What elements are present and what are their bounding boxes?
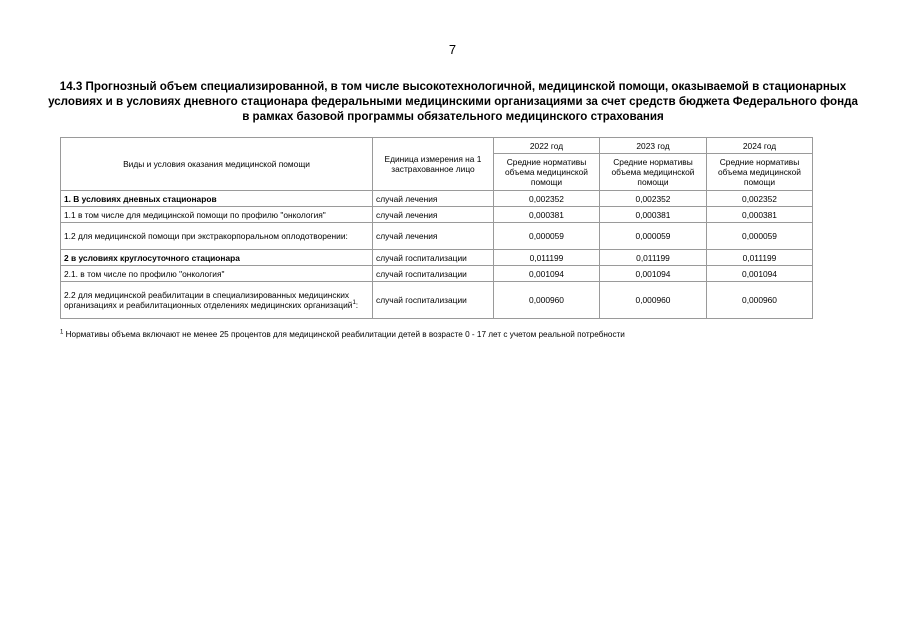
row-value-2022: 0,000381 <box>494 207 600 223</box>
table-row <box>61 250 813 266</box>
row-value-2022: 0,002352 <box>494 191 600 207</box>
table-row <box>61 191 813 207</box>
row-value-2024: 0,000381 <box>707 207 813 223</box>
column-header-unit: Единица измерения на 1 застрахованное лицо <box>373 138 494 191</box>
footnote-text: Нормативы объема включают не менее 25 процентов для медицинской реабилитации детей в возрасте 0 - 17 лет с учетом реальной потребности <box>63 330 625 339</box>
section-title: 14.3 Прогнозный объем специализированной, в том числе высокотехнологичной, медицинской помощи, оказываемой в стационарных условиях и в условиях дневного стационара федеральными медицинскими организациями за счет средств бюджета Федерального фонда в рамках базовой программы обязательного медицинского страхования <box>48 80 858 123</box>
row-value-2024: 0,002352 <box>707 191 813 207</box>
page-number: 7 <box>448 42 457 57</box>
row-value-2023: 0,000059 <box>600 223 707 250</box>
norms-table <box>60 137 813 319</box>
table-row <box>61 266 813 282</box>
row-value-2022: 0,000059 <box>494 223 600 250</box>
row-label <box>61 282 373 319</box>
row-value-2023: 0,000960 <box>600 282 707 319</box>
column-subheader-2023: Средние нормативы объема медицинской помощи <box>600 154 707 191</box>
footnote <box>60 330 860 340</box>
footnote-mark: 1 <box>60 329 64 336</box>
row-label: 1.2 для медицинской помощи при экстракорпоральном оплодотворении: <box>61 223 373 250</box>
row-unit: случай лечения <box>373 207 494 223</box>
row-unit: случай лечения <box>373 191 494 207</box>
row-value-2024: 0,000059 <box>707 223 813 250</box>
row-value-2023: 0,001094 <box>600 266 707 282</box>
column-subheader-2024: Средние нормативы объема медицинской помощи <box>707 154 813 191</box>
row-value-2022: 0,000960 <box>494 282 600 319</box>
row-value-2022: 0,001094 <box>494 266 600 282</box>
row-label: 2.1. в том числе по профилю "онкология" <box>61 266 373 282</box>
row-label: 2 в условиях круглосуточного стационара <box>61 250 373 266</box>
column-header-year-2022: 2022 год <box>494 138 600 154</box>
row-unit: случай лечения <box>373 223 494 250</box>
row-label-suffix: : <box>355 300 359 310</box>
row-unit: случай госпитализации <box>373 282 494 319</box>
table-row <box>61 223 813 250</box>
table-header <box>61 138 813 191</box>
row-value-2024: 0,001094 <box>707 266 813 282</box>
table-row <box>61 207 813 223</box>
column-subheader-2022: Средние нормативы объема медицинской помощи <box>494 154 600 191</box>
column-header-year-2023: 2023 год <box>600 138 707 154</box>
column-header-name: Виды и условия оказания медицинской помощи <box>61 138 373 191</box>
row-unit: случай госпитализации <box>373 266 494 282</box>
row-value-2023: 0,011199 <box>600 250 707 266</box>
row-value-2023: 0,002352 <box>600 191 707 207</box>
row-label: 1.1 в том числе для медицинской помощи по профилю "онкология" <box>61 207 373 223</box>
row-value-2022: 0,011199 <box>494 250 600 266</box>
row-label: 1. В условиях дневных стационаров <box>61 191 373 207</box>
table-row <box>61 282 813 319</box>
row-label-text: 2.2 для медицинской реабилитации в специализированных медицинских организациях и реабилитационных отделениях медицинских организаций <box>64 290 353 310</box>
footnote-marker: 1 <box>352 300 356 307</box>
row-value-2024: 0,011199 <box>707 250 813 266</box>
column-header-year-2024: 2024 год <box>707 138 813 154</box>
row-value-2023: 0,000381 <box>600 207 707 223</box>
row-unit: случай госпитализации <box>373 250 494 266</box>
row-value-2024: 0,000960 <box>707 282 813 319</box>
